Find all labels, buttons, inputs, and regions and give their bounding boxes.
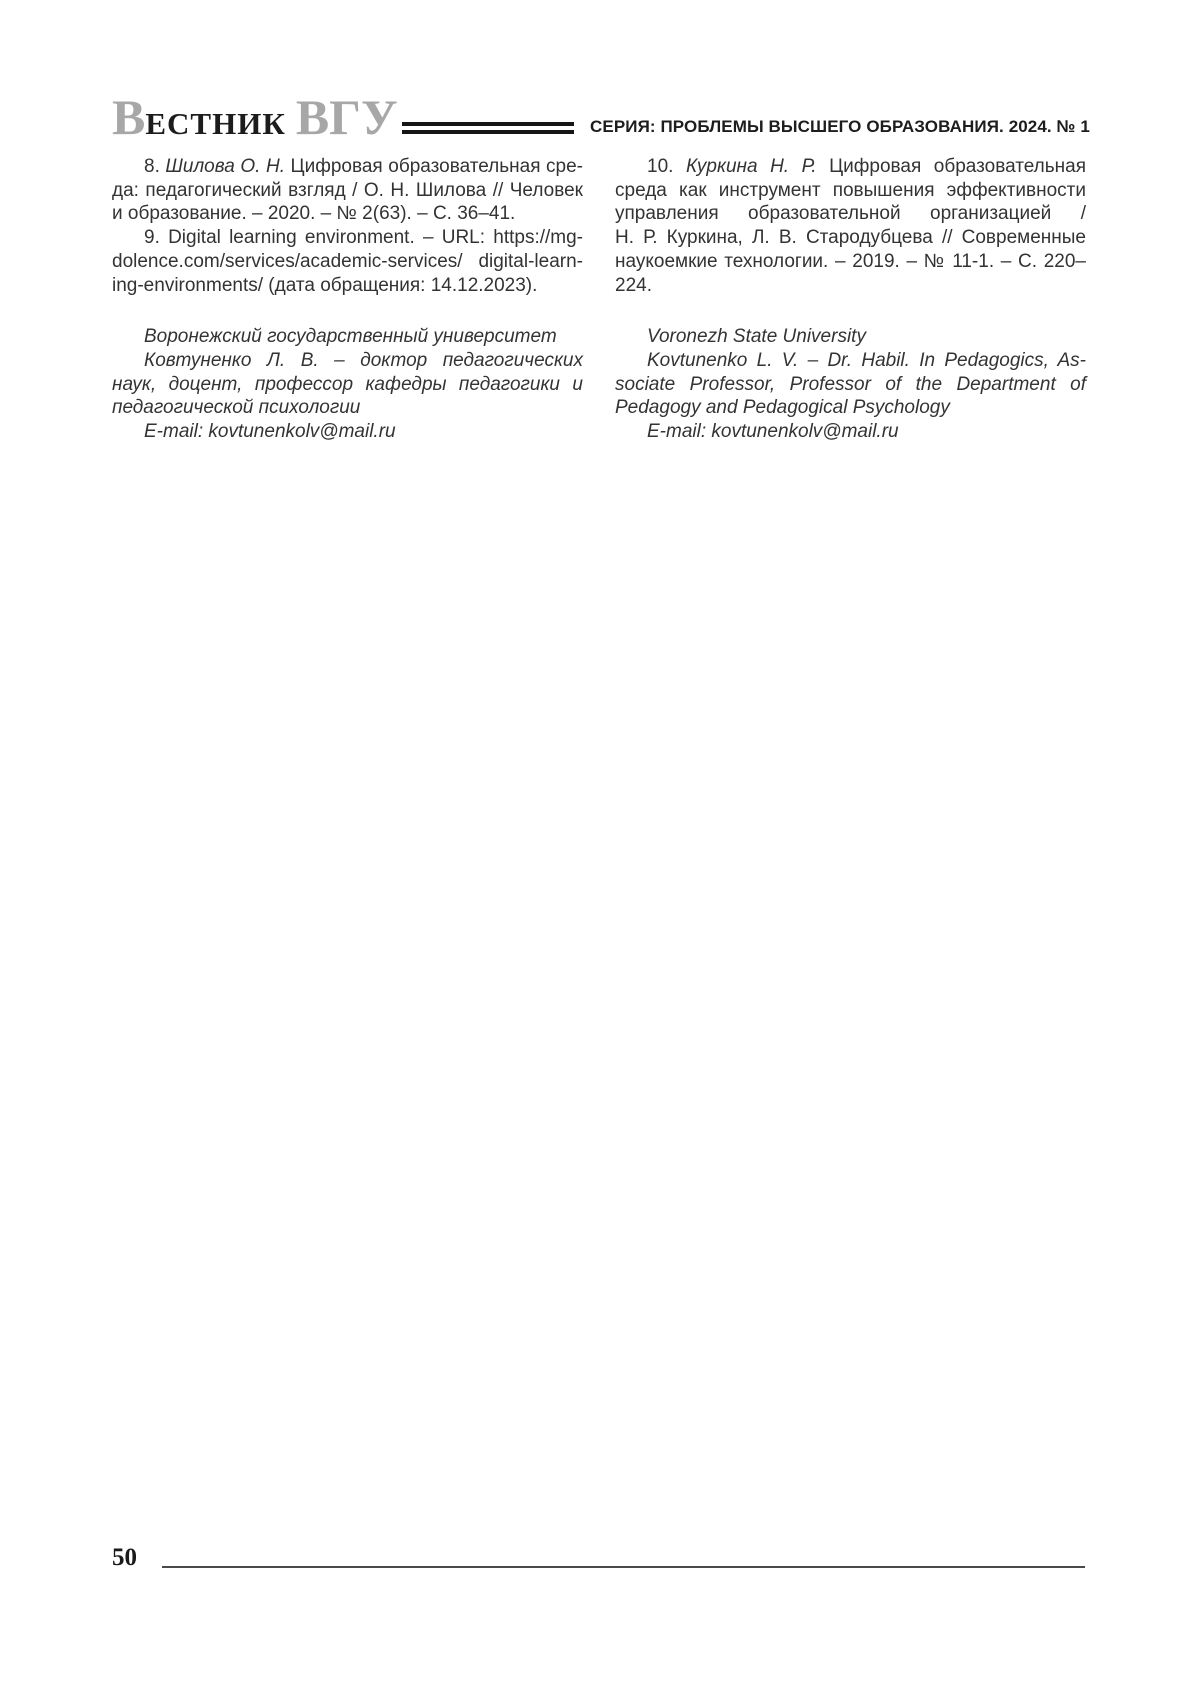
- text-line: [112, 202, 583, 226]
- text-segment: наук, доцент, профессор кафедры педагогики и: [112, 373, 583, 395]
- text-segment: Н. Р. Куркина, Л. В. Стародубцева // Современные: [615, 227, 1086, 249]
- logo-rest: ЕСТНИК: [145, 106, 286, 141]
- journal-logo: [112, 89, 398, 145]
- text-line: [615, 373, 1086, 397]
- text-line: [615, 155, 1086, 179]
- text-line: [112, 396, 583, 420]
- affiliation-ru: [112, 325, 583, 349]
- text-segment: да: педагогический взгляд / О. Н. Шилова // Человек: [112, 179, 583, 201]
- text-line: [112, 274, 583, 298]
- text-segment: Pedagogy and Pedagogical Psychology: [615, 397, 950, 419]
- reference-10: [615, 155, 1086, 297]
- text-segment: педагогической психологии: [112, 397, 361, 419]
- text-segment: 224.: [615, 274, 652, 296]
- author-info-ru: [112, 349, 583, 420]
- affiliation-en: [615, 325, 1086, 349]
- text-segment: и образование. – 2020. – № 2(63). – С. 36–41.: [112, 203, 516, 225]
- text-segment: управления образовательной организацией /: [615, 203, 1086, 225]
- email-en: [615, 420, 1086, 444]
- text-segment: 8.: [144, 156, 166, 177]
- italic-text-segment: Куркина Н. Р.: [685, 156, 817, 177]
- left-column: [112, 155, 583, 444]
- text-segment: Цифровая образовательная: [816, 156, 1086, 177]
- text-segment: ing-environments/ (дата обращения: 14.12.2023).: [112, 274, 538, 296]
- text-line: [112, 250, 583, 274]
- text-line: [615, 179, 1086, 203]
- text-line: [615, 420, 1086, 444]
- text-line: [615, 325, 1086, 349]
- text-line: [112, 373, 583, 397]
- text-line: [615, 250, 1086, 274]
- text-line: [112, 226, 583, 250]
- header-divider: [402, 122, 574, 134]
- email-ru: [112, 420, 583, 444]
- text-line: [615, 274, 1086, 298]
- text-segment: Воронежский государственный университет: [144, 326, 557, 348]
- page-header: [112, 89, 1090, 145]
- page-content: [112, 155, 1086, 444]
- text-segment: Цифровая образовательная сре-: [284, 156, 583, 177]
- text-segment: Ковтуненко Л. В. – доктор педагогических: [144, 349, 583, 371]
- text-segment: среда как инструмент повышения эффективности: [615, 179, 1086, 201]
- footer-divider: [162, 1566, 1085, 1568]
- text-segment: 9. Digital learning environment. – URL: https://mg-: [144, 227, 583, 249]
- text-line: [112, 349, 583, 373]
- text-segment: sociate Professor, Professor of the Department of: [615, 373, 1086, 395]
- page-number: 50: [112, 1544, 137, 1571]
- reference-9: [112, 226, 583, 297]
- logo-acronym: ВГУ: [295, 89, 398, 145]
- right-column: [615, 155, 1086, 444]
- author-info-en: [615, 349, 1086, 420]
- text-segment: dolence.com/services/academic-services/ digital-learn-: [112, 250, 583, 272]
- text-line: [112, 420, 583, 444]
- text-segment: Voronezh State University: [647, 326, 866, 348]
- text-line: [615, 202, 1086, 226]
- series-title: СЕРИЯ: ПРОБЛЕМЫ ВЫСШЕГО ОБРАЗОВАНИЯ. 2024. № 1: [590, 117, 1090, 136]
- text-line: [112, 179, 583, 203]
- text-segment: наукоемкие технологии. – 2019. – № 11-1. – С. 220–: [615, 250, 1086, 272]
- text-line: [615, 349, 1086, 373]
- logo-initial: В: [112, 89, 146, 145]
- text-line: [615, 396, 1086, 420]
- text-segment: 10.: [647, 156, 686, 177]
- text-line: [112, 155, 583, 179]
- reference-8: [112, 155, 583, 226]
- text-segment: E-mail: kovtunenkolv@mail.ru: [647, 421, 899, 443]
- text-segment: Kovtunenko L. V. – Dr. Habil. In Pedagogics, As-: [647, 349, 1086, 371]
- text-line: [112, 325, 583, 349]
- text-line: [615, 226, 1086, 250]
- text-segment: E-mail: kovtunenkolv@mail.ru: [144, 421, 396, 443]
- italic-text-segment: Шилова О. Н.: [165, 156, 285, 177]
